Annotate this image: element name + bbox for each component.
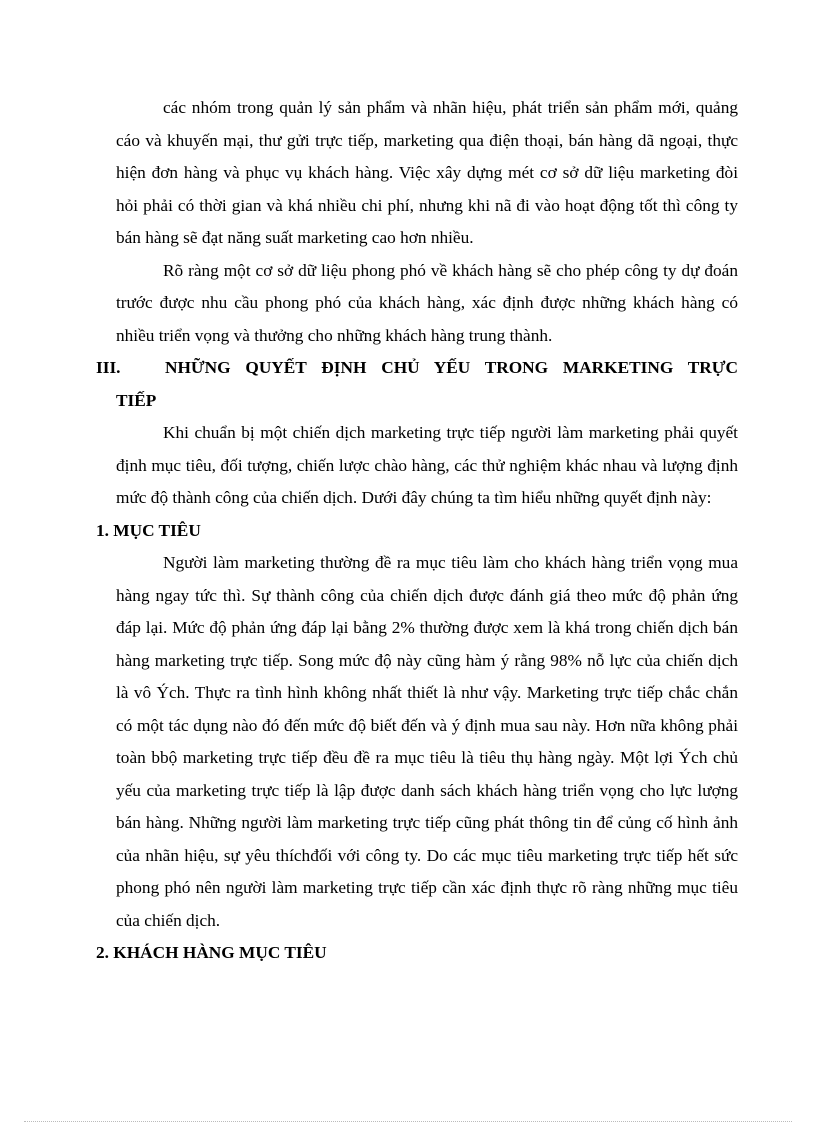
body-paragraph: các nhóm trong quản lý sản phẩm và nhãn hiệu, phát triển sản phẩm mới, quảng cáo và khuyến mại, thư gửi trực tiếp, marketing qua điện thoại, bán hàng dã ngoại, thực hiện đơn hàng và phục vụ khách hàng. Việc xây dựng mét cơ sở dữ liệu marketing đòi hỏi phải có thời gian và khá nhiều chi phí, nhưng khi nã đi vào hoạt động tốt thì công ty bán hàng sẽ đạt năng suất marketing cao hơn nhiều. [116, 98, 738, 247]
body-paragraph: Rõ ràng một cơ sở dữ liệu phong phó về khách hàng sẽ cho phép công ty dự đoán trước được nhu cầu phong phó của khách hàng, xác định được những khách hàng có nhiều triển vọng và thưởng cho những khách hàng trung thành. [116, 260, 738, 345]
body-paragraph: Khi chuẩn bị một chiến dịch marketing trực tiếp người làm marketing phải quyết định mục tiêu, đối tượng, chiến lược chào hàng, các thử nghiệm khác nhau và lượng định mức độ thành công của chiến dịch. Dưới đây chúng ta tìm hiểu những quyết định này: [116, 423, 738, 507]
section-number: III. [96, 358, 121, 377]
section-title-line-1: NHỮNG QUYẾT ĐỊNH CHỦ YẾU TRONG MARKETING TRỰC [165, 358, 738, 377]
document-page [96, 92, 738, 970]
page-bottom-divider [24, 1121, 792, 1122]
section-title-line-2: TIẾP [116, 390, 157, 410]
subsection-heading-2: 2. KHÁCH HÀNG MỤC TIÊU [96, 943, 327, 962]
section-heading-3 [96, 352, 738, 417]
body-paragraph: Người làm marketing thường đề ra mục tiêu làm cho khách hàng triển vọng mua hàng ngay tức thì. Sự thành công của chiến dịch được đánh giá theo mức độ phản ứng đáp lại. Mức độ phản ứng đáp lại bằng 2% thường được xem là khá trong chiến dịch bán hàng marketing trực tiếp. Song mức độ này cũng hàm ý rằng 98% nỗ lực của chiến dịch là vô Ých. Thực ra tình hình không nhất thiết là như vậy. Marketing trực tiếp chắc chắn có một tác dụng nào đó đến mức độ biết đến và ý định mua sau này. Hơn nữa không phải toàn bbộ marketing trực tiếp đều đề ra mục tiêu là tiêu thụ hàng ngày. Một lợi Ých chủ yếu của marketing trực tiếp là lập được danh sách khách hàng triển vọng cho lực lượng bán hàng. Những người làm marketing trực tiếp cũng phát thông tin để củng cố hình ảnh của nhãn hiệu, sự yêu thíchđối với công ty. Do các mục tiêu marketing trực tiếp hết sức phong phó nên người làm marketing trực tiếp cần xác định thực rõ ràng những mục tiêu của chiến dịch. [116, 553, 738, 930]
subsection-heading-1: 1. MỤC TIÊU [96, 520, 201, 540]
